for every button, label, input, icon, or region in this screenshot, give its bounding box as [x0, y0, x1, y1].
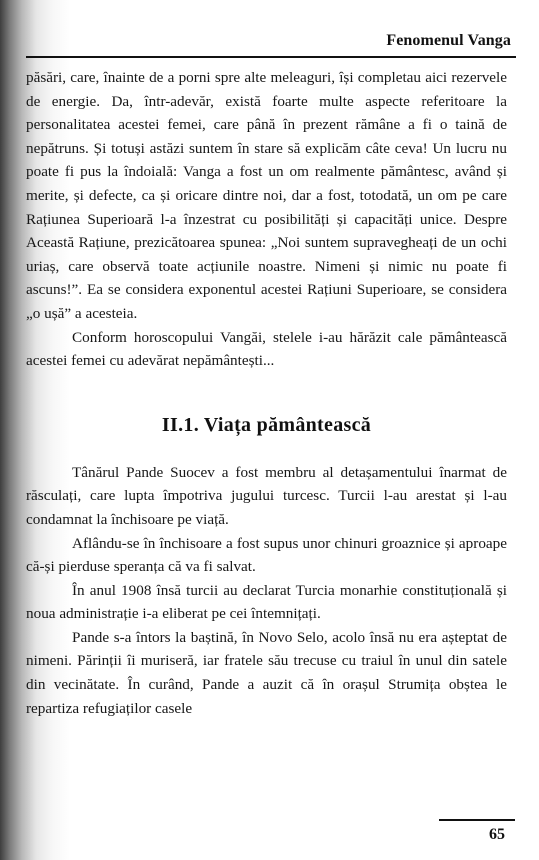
paragraph-5: În anul 1908 însă turcii au declarat Turcia monarhie constituțională și noua administrație i-a eliberat pe cei întemnițați.: [26, 581, 507, 623]
page-number: 65: [489, 826, 505, 843]
section-title: II.1. Viața pământească: [161, 413, 372, 436]
header-rule: [26, 56, 516, 58]
paragraph-2: Conform horoscopului Vangăi, stelele i-au hărăzit cale pământească acestei femei cu adevărat nepământești...: [26, 328, 507, 370]
page-content: [26, 66, 507, 720]
footer-rule: [439, 819, 515, 821]
paragraph-1: păsări, care, înainte de a porni spre alte meleaguri, își completau aici rezervele de energie. Da, într-adevăr, există foarte multe aspecte referitoare la personalitatea acestei femei, care până în prezent rămâne a fi o taină de nepătruns. Și totuși astăzi suntem în stare să explicăm câte ceva! Un lucru nu poate fi pus la îndoială: Vanga a fost un om realmente pământesc, având și merite, și defecte, ca și oricare dintre noi, dar a fost, totodată, un om pe care Rațiunea Superioară l-a înzestrat cu posibilități și capacități unice. Despre Această Rațiune, prezicătoarea spunea: „Noi suntem supravegheați de un ochi uriaș, care observă toate acțiunile noastre. Nimeni și nimic nu poate fi ascuns!”. Ea se considera exponentul acestei Rațiuni Superioare, se considera „o ușă” a acesteia.: [26, 69, 507, 322]
running-header: Fenomenul Vanga: [386, 32, 511, 49]
paragraph-4: Aflându-se în închisoare a fost supus unor chinuri groaznice și aproape că-și pierduse speranța că va fi salvat.: [26, 534, 507, 576]
paragraph-3: Tânărul Pande Suocev a fost membru al detașamentului înarmat de răsculați, care lupta împotriva jugului turcesc. Turcii l-au arestat și l-au condamnat la închisoare pe viață.: [26, 463, 507, 528]
paragraph-6: Pande s-a întors la baștină, în Novo Selo, acolo însă nu era așteptat de nimeni. Părinții îi muriseră, iar fratele său trecuse cu traiul în unul din satele din vecinătate. În curând, Pande a auzit că în orașul Strumița obștea le repartiza refugiaților casele: [26, 628, 507, 717]
